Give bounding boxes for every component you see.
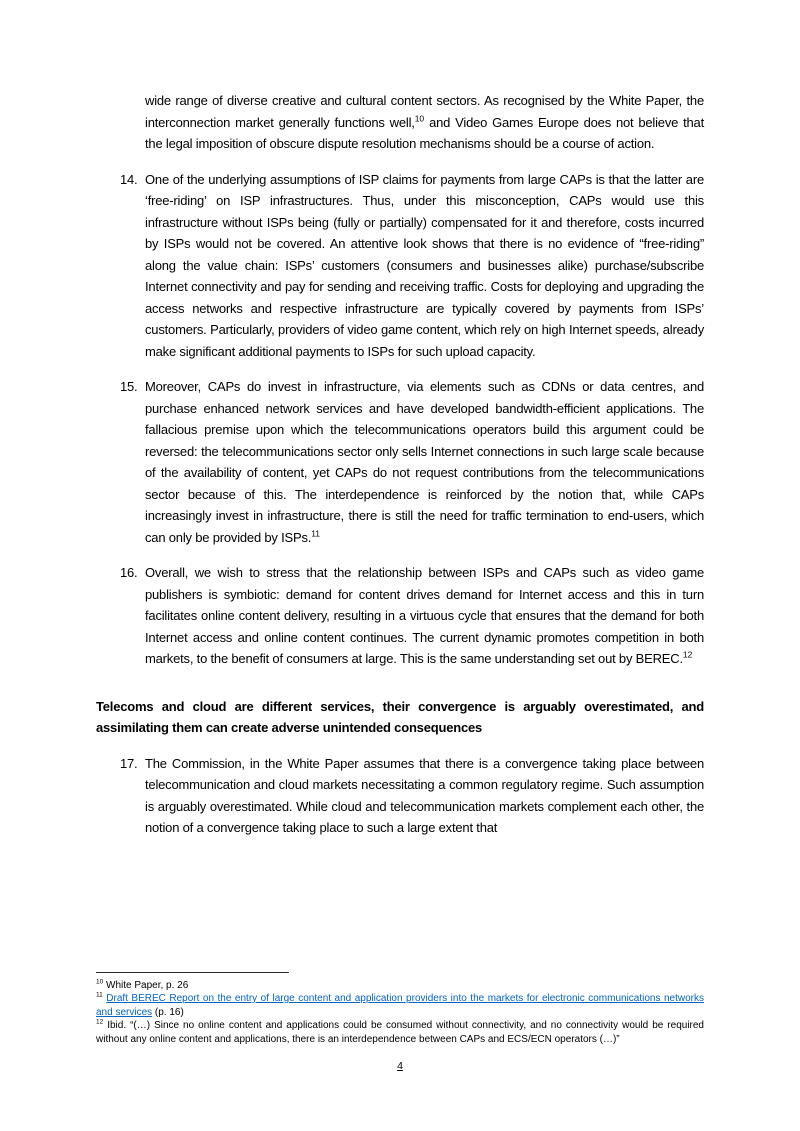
footnote-text: Ibid. “(…) Since no online content and applications could be consumed without connectivity, and no connectivity would be required without any online content and applications, there is an interdependence between CAPs and ECS/ECN operators (…)” xyxy=(96,1020,704,1045)
footnote-marker-10: 10 xyxy=(96,978,104,986)
footnote-text: White Paper, p. 26 xyxy=(103,979,189,991)
document-content xyxy=(96,90,704,853)
footnote-10 xyxy=(96,979,704,993)
footnotes-section xyxy=(96,979,704,1047)
page-footer xyxy=(96,954,704,1074)
footnote-marker-11: 11 xyxy=(96,991,103,999)
paragraph-text: One of the underlying assumptions of ISP claims for payments from large CAPs is that the latter are ‘free-riding’ on ISP infrastructures. Thus, under this misconception, CAPs would use this infrastructure without ISPs being (fully or partially) compensated for it and therefore, costs incurred by ISPs would not be covered. An attentive look shows that there is no evidence of “free-riding” along the value chain: ISPs’ customers (consumers and businesses alike) purchase/subscribe Internet connectivity and pay for sending and receiving traffic. Costs for deploying and upgrading the access networks and respective infrastructure are typically covered by payments from ISPs’ customers. Particularly, providers of video game content, which rely on high Internet speeds, already make significant additional payments to ISPs for such upload capacity. xyxy=(145,171,704,359)
paragraph-text: Moreover, CAPs do invest in infrastructure, via elements such as CDNs or data centres, and purchase enhanced network services and have developed bandwidth-efficient applications. The fallacious premise upon which the telecommunications operators build this argument could be reversed: the telecommunications sector only sells Internet connections in such large scale because of the availability of content, yet CAPs do not request contributions from the telecommunications sector because of this. The interdependence is reinforced by the notion that, while CAPs increasingly invest in infrastructure, there is still the need for traffic termination to end-users, which can only be provided by ISPs. xyxy=(145,379,704,545)
numbered-paragraph-15 xyxy=(96,376,704,548)
paragraph-number: 15. xyxy=(120,379,138,394)
page-number xyxy=(96,1059,704,1073)
paragraph-text: The Commission, in the White Paper assumes that there is a convergence taking place between telecommunication and cloud markets necessitating a common regulatory regime. Such assumption is arguably overestimated. While cloud and telecommunication markets complement each other, the notion of a convergence taking place to such a large extent that xyxy=(145,755,704,835)
paragraph-number: 17. xyxy=(120,755,138,771)
paragraph-13-continuation xyxy=(145,90,704,155)
footnote-ref-11: 11 xyxy=(311,528,321,539)
paragraph-text-container xyxy=(145,753,704,839)
numbered-paragraph-14 xyxy=(96,169,704,363)
footnote-ref-12: 12 xyxy=(682,649,693,660)
footnote-ref-10: 10 xyxy=(414,113,425,124)
numbered-paragraph-16 xyxy=(96,562,704,670)
footnote-marker-12: 12 xyxy=(96,1018,104,1026)
footnote-12 xyxy=(96,1019,704,1046)
page-number-value: 4 xyxy=(397,1060,403,1072)
paragraph-number: 16. xyxy=(120,565,138,580)
paragraph-text-container xyxy=(145,169,704,363)
paragraph-number: 14. xyxy=(120,171,138,187)
footnote-separator xyxy=(96,972,289,973)
paragraph-text-container xyxy=(145,562,704,670)
berec-report-link[interactable]: Draft BEREC Report on the entry of large content and application providers into the markets for electronic communications networks and services xyxy=(96,993,705,1018)
paragraph-text-container xyxy=(145,376,704,548)
footnote-text: (p. 16) xyxy=(152,1006,184,1018)
numbered-paragraph-17 xyxy=(96,753,704,839)
paragraph-text: wide range of diverse creative and cultural content sectors. As recognised by the White Paper, the interconnection market generally functions well, xyxy=(145,93,704,130)
paragraph-text: and Video Games Europe does not believe that the legal imposition of obscure dispute resolution mechanisms should be a course of action. xyxy=(145,114,704,151)
paragraph-text: Overall, we wish to stress that the relationship between ISPs and CAPs such as video game publishers is symbiotic: demand for content drives demand for Internet access and this in turn facilitates online content delivery, resulting in a virtuous cycle that ensures that the demand for both Internet access and online content continues. The current dynamic promotes competition in both markets, to the benefit of consumers at large. This is the same understanding set out by BEREC. xyxy=(145,565,704,666)
section-heading: Telecoms and cloud are different services, their convergence is arguably overestimated, and assimilating them can create adverse unintended consequences xyxy=(96,698,704,735)
footnote-11 xyxy=(96,992,704,1019)
